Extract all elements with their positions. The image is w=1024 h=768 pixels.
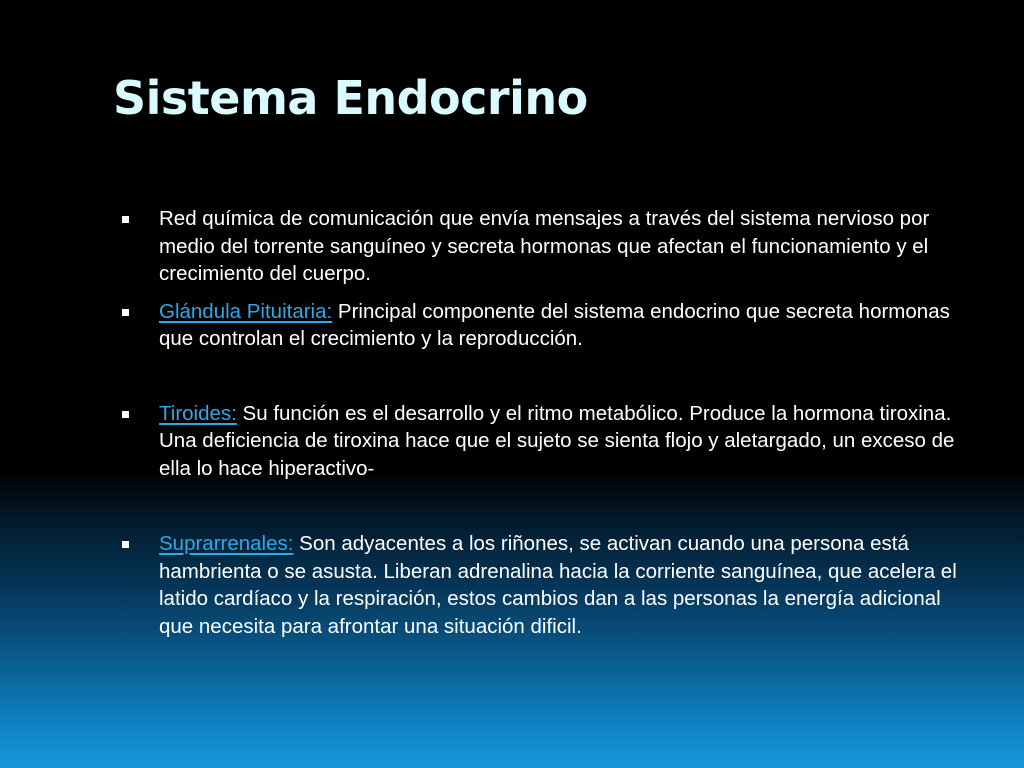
bullet-text: Su función es el desarrollo y el ritmo metabólico. Produce la hormona tiroxina. Una deficiencia de tiroxina hace que el sujeto se sienta flojo y aletargado, un exceso de ella lo hace hiperactivo-	[159, 401, 955, 480]
bullet-item-tiroides	[118, 400, 978, 483]
square-bullet-icon	[122, 541, 129, 548]
bullet-text: Principal componente del sistema endocrino que secreta hormonas que controlan el crecimiento y la reproducción.	[159, 299, 950, 350]
square-bullet-icon	[122, 309, 129, 316]
term-link-suprarrenales[interactable]: Suprarrenales:	[159, 532, 294, 555]
term-link-glandula-pituitaria[interactable]: Glándula Pituitaria:	[159, 299, 333, 323]
term-link-tiroides[interactable]: Tiroides:	[159, 401, 237, 425]
square-bullet-icon	[122, 411, 129, 418]
bullet-item-glandula-pituitaria	[118, 298, 978, 353]
bullet-text: Son adyacentes a los riñones, se activan cuando una persona está hambrienta o se asusta. Liberan adrenalina hacia la corriente sanguínea, que acelera el latido cardíaco y la respiración, estos cambios dan a las personas la energía adicional que necesita para afrontar una situación dificil.	[159, 532, 957, 638]
bullet-item-red-quimica	[118, 205, 978, 288]
slide-title: Sistema Endocrino	[113, 71, 588, 125]
bullet-list	[118, 205, 978, 640]
bullet-item-suprarrenales	[118, 530, 978, 640]
square-bullet-icon	[122, 216, 129, 223]
bullet-text: Red química de comunicación que envía mensajes a través del sistema nervioso por medio del torrente sanguíneo y secreta hormonas que afectan el funcionamiento y el crecimiento del cuerpo.	[159, 207, 930, 285]
